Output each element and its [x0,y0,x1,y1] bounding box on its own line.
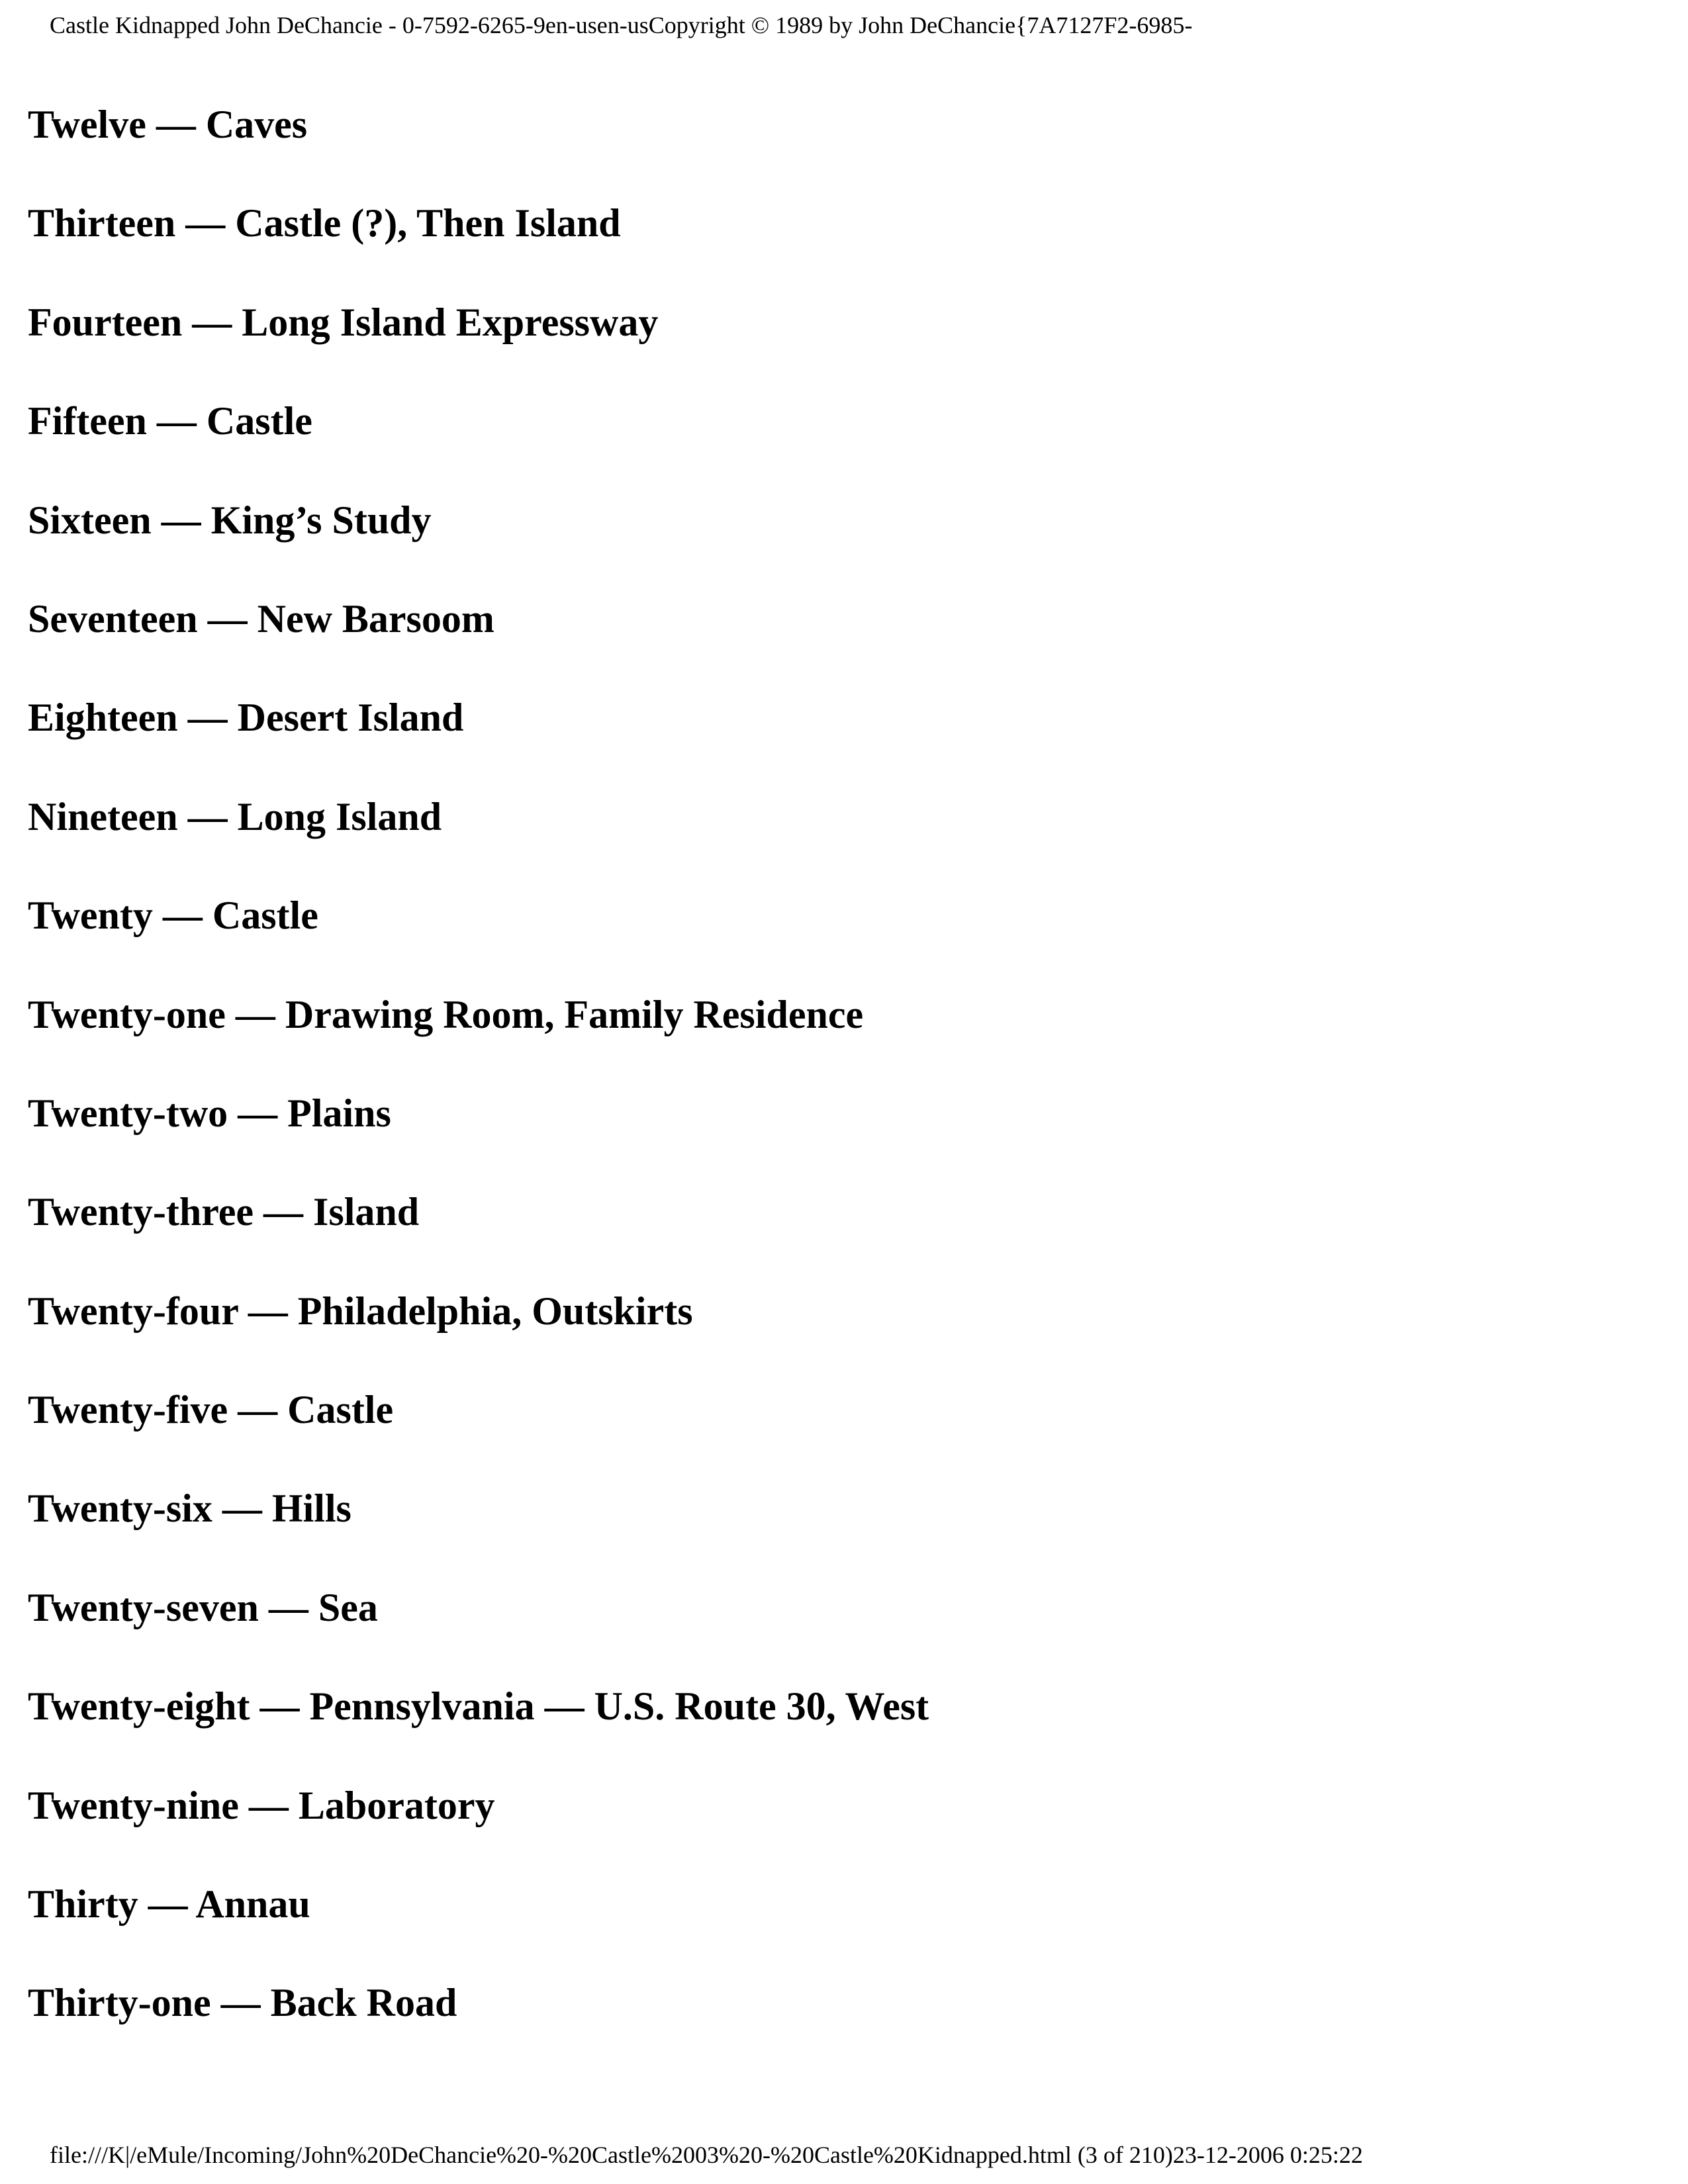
chapter-item-twenty-five[interactable]: Twenty-five — Castle [28,1388,394,1432]
chapter-item-twenty-four[interactable]: Twenty-four — Philadelphia, Outskirts [28,1289,693,1333]
chapter-item-twenty-two[interactable]: Twenty-two — Plains [28,1091,391,1135]
chapter-item-thirteen[interactable]: Thirteen — Castle (?), Then Island [28,201,621,246]
chapter-item-twenty[interactable]: Twenty — Castle [28,893,318,938]
chapter-item-eighteen[interactable]: Eighteen — Desert Island [28,696,464,740]
chapter-item-twenty-eight[interactable]: Twenty-eight — Pennsylvania — U.S. Route 30, West [28,1684,929,1729]
chapter-item-thirty[interactable]: Thirty — Annau [28,1882,310,1927]
chapter-item-twenty-three[interactable]: Twenty-three — Island [28,1190,420,1234]
chapter-item-twenty-seven[interactable]: Twenty-seven — Sea [28,1585,378,1629]
page-footer: file:///K|/eMule/Incoming/John%20DeChancie%20-%20Castle%2003%20-%20Castle%20Kidnapped.html (3 of 210)23-12-2006 0:25:22 [50,2142,1363,2168]
chapter-item-sixteen[interactable]: Sixteen — King’s Study [28,498,432,542]
page-header: Castle Kidnapped John DeChancie - 0-7592-6265-9en-usen-usCopyright © 1989 by John DeChancie{7A7127F2-6985- [50,12,1193,38]
chapter-item-fifteen[interactable]: Fifteen — Castle [28,399,312,443]
chapter-item-thirty-one[interactable]: Thirty-one — Back Road [28,1981,457,2025]
chapter-item-seventeen[interactable]: Seventeen — New Barsoom [28,596,494,641]
chapter-item-twenty-nine[interactable]: Twenty-nine — Laboratory [28,1783,495,1827]
chapter-item-twelve[interactable]: Twelve — Caves [28,103,308,146]
chapter-item-fourteen[interactable]: Fourteen — Long Island Expressway [28,300,659,344]
chapter-item-twenty-six[interactable]: Twenty-six — Hills [28,1486,352,1531]
chapter-item-twenty-one[interactable]: Twenty-one — Drawing Room, Family Residence [28,992,864,1036]
chapter-list [28,98,929,2075]
chapter-item-nineteen[interactable]: Nineteen — Long Island [28,794,442,839]
